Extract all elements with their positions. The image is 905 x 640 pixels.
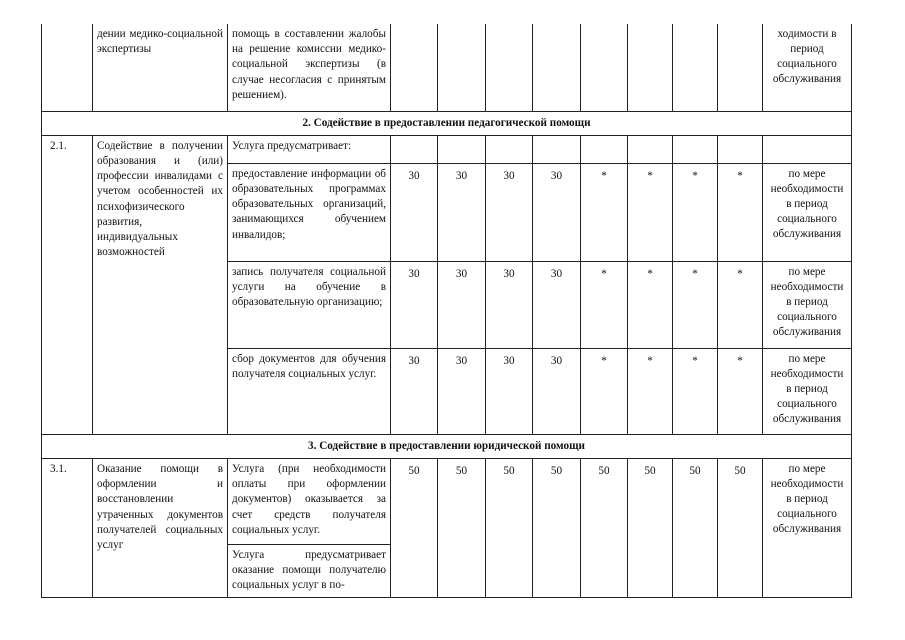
services-table <box>41 24 852 598</box>
value-cell <box>581 135 628 163</box>
value-cell: 30 <box>438 348 486 434</box>
value-cell: 30 <box>486 261 533 348</box>
value-cell <box>391 135 438 163</box>
service-name-cell: дении медико-социальной экспертизы <box>93 24 228 111</box>
value-cell <box>438 135 486 163</box>
value-cell <box>628 24 673 111</box>
value-cell: 50 <box>581 458 628 597</box>
value-cell: * <box>628 163 673 261</box>
value-cell <box>438 24 486 111</box>
section-title: 2. Содействие в предоставлении педагогической помощи <box>42 111 852 135</box>
value-cell <box>486 135 533 163</box>
periodicity-cell <box>763 135 852 163</box>
table-row <box>42 135 852 163</box>
value-cell: 30 <box>391 348 438 434</box>
service-detail-cell: предоставление информации об образовательных программах образовательных организаций, занимающихся обучением инвалидов; <box>228 163 391 261</box>
value-cell: 30 <box>438 261 486 348</box>
service-detail-cell: помощь в составлении жалобы на решение комиссии медико-социальной экспертизы (в случае несогласия с принятым решением). <box>228 24 391 111</box>
value-cell: * <box>673 163 718 261</box>
value-cell: * <box>718 261 763 348</box>
document-page <box>41 24 852 598</box>
value-cell: 30 <box>486 163 533 261</box>
value-cell <box>718 135 763 163</box>
service-detail-cell: Услуга (при необходимости оплаты при оформлении документов) оказывается за счет средств получателя социальных услуг. <box>228 458 391 544</box>
service-detail-cell: Услуга предусматривает: <box>228 135 391 163</box>
value-cell: 30 <box>533 163 581 261</box>
value-cell <box>673 135 718 163</box>
periodicity-cell: по мере необходимости в период социального обслуживания <box>763 163 852 261</box>
value-cell: * <box>718 348 763 434</box>
value-cell: 50 <box>486 458 533 597</box>
table-row <box>42 458 852 544</box>
value-cell: 30 <box>533 348 581 434</box>
value-cell <box>391 24 438 111</box>
value-cell: * <box>673 348 718 434</box>
row-number-cell <box>42 24 93 111</box>
service-detail-cell: Услуга предусматривает оказание помощи получателю социальных услуг в по- <box>228 544 391 597</box>
periodicity-cell: по мере необходимости в период социального обслуживания <box>763 261 852 348</box>
value-cell: * <box>581 348 628 434</box>
value-cell: * <box>628 348 673 434</box>
service-name-cell: Оказание помощи в оформлении и восстановлении утраченных документов получателей социальных услуг <box>93 458 228 597</box>
section-heading-row <box>42 111 852 135</box>
value-cell: * <box>581 163 628 261</box>
table-row <box>42 24 852 111</box>
periodicity-cell: по мере необходимости в период социального обслуживания <box>763 458 852 597</box>
value-cell: * <box>718 163 763 261</box>
row-number-cell: 2.1. <box>42 135 93 434</box>
value-cell: 30 <box>438 163 486 261</box>
value-cell <box>628 135 673 163</box>
value-cell: 50 <box>438 458 486 597</box>
value-cell <box>486 24 533 111</box>
service-detail-cell: запись получателя социальной услуги на обучение в образовательную организацию; <box>228 261 391 348</box>
service-name-cell: Содействие в получении образования и (или) профессии инвалидами с учетом особенностей их психофизического развития, индивидуальных возможностей <box>93 135 228 434</box>
section-heading-row <box>42 434 852 458</box>
row-number-cell: 3.1. <box>42 458 93 597</box>
value-cell: 50 <box>628 458 673 597</box>
value-cell <box>533 135 581 163</box>
value-cell: 30 <box>533 261 581 348</box>
value-cell: * <box>673 261 718 348</box>
service-detail-cell: сбор документов для обучения получателя социальных услуг. <box>228 348 391 434</box>
value-cell: 30 <box>391 261 438 348</box>
periodicity-cell: ходимости в период социального обслуживания <box>763 24 852 111</box>
value-cell: 50 <box>533 458 581 597</box>
value-cell <box>718 24 763 111</box>
value-cell: 50 <box>718 458 763 597</box>
value-cell: 30 <box>486 348 533 434</box>
periodicity-cell: по мере необходимости в период социального обслуживания <box>763 348 852 434</box>
section-title: 3. Содействие в предоставлении юридической помощи <box>42 434 852 458</box>
value-cell: 50 <box>673 458 718 597</box>
value-cell: 50 <box>391 458 438 597</box>
value-cell <box>673 24 718 111</box>
value-cell: * <box>581 261 628 348</box>
value-cell <box>533 24 581 111</box>
value-cell: * <box>628 261 673 348</box>
value-cell: 30 <box>391 163 438 261</box>
value-cell <box>581 24 628 111</box>
